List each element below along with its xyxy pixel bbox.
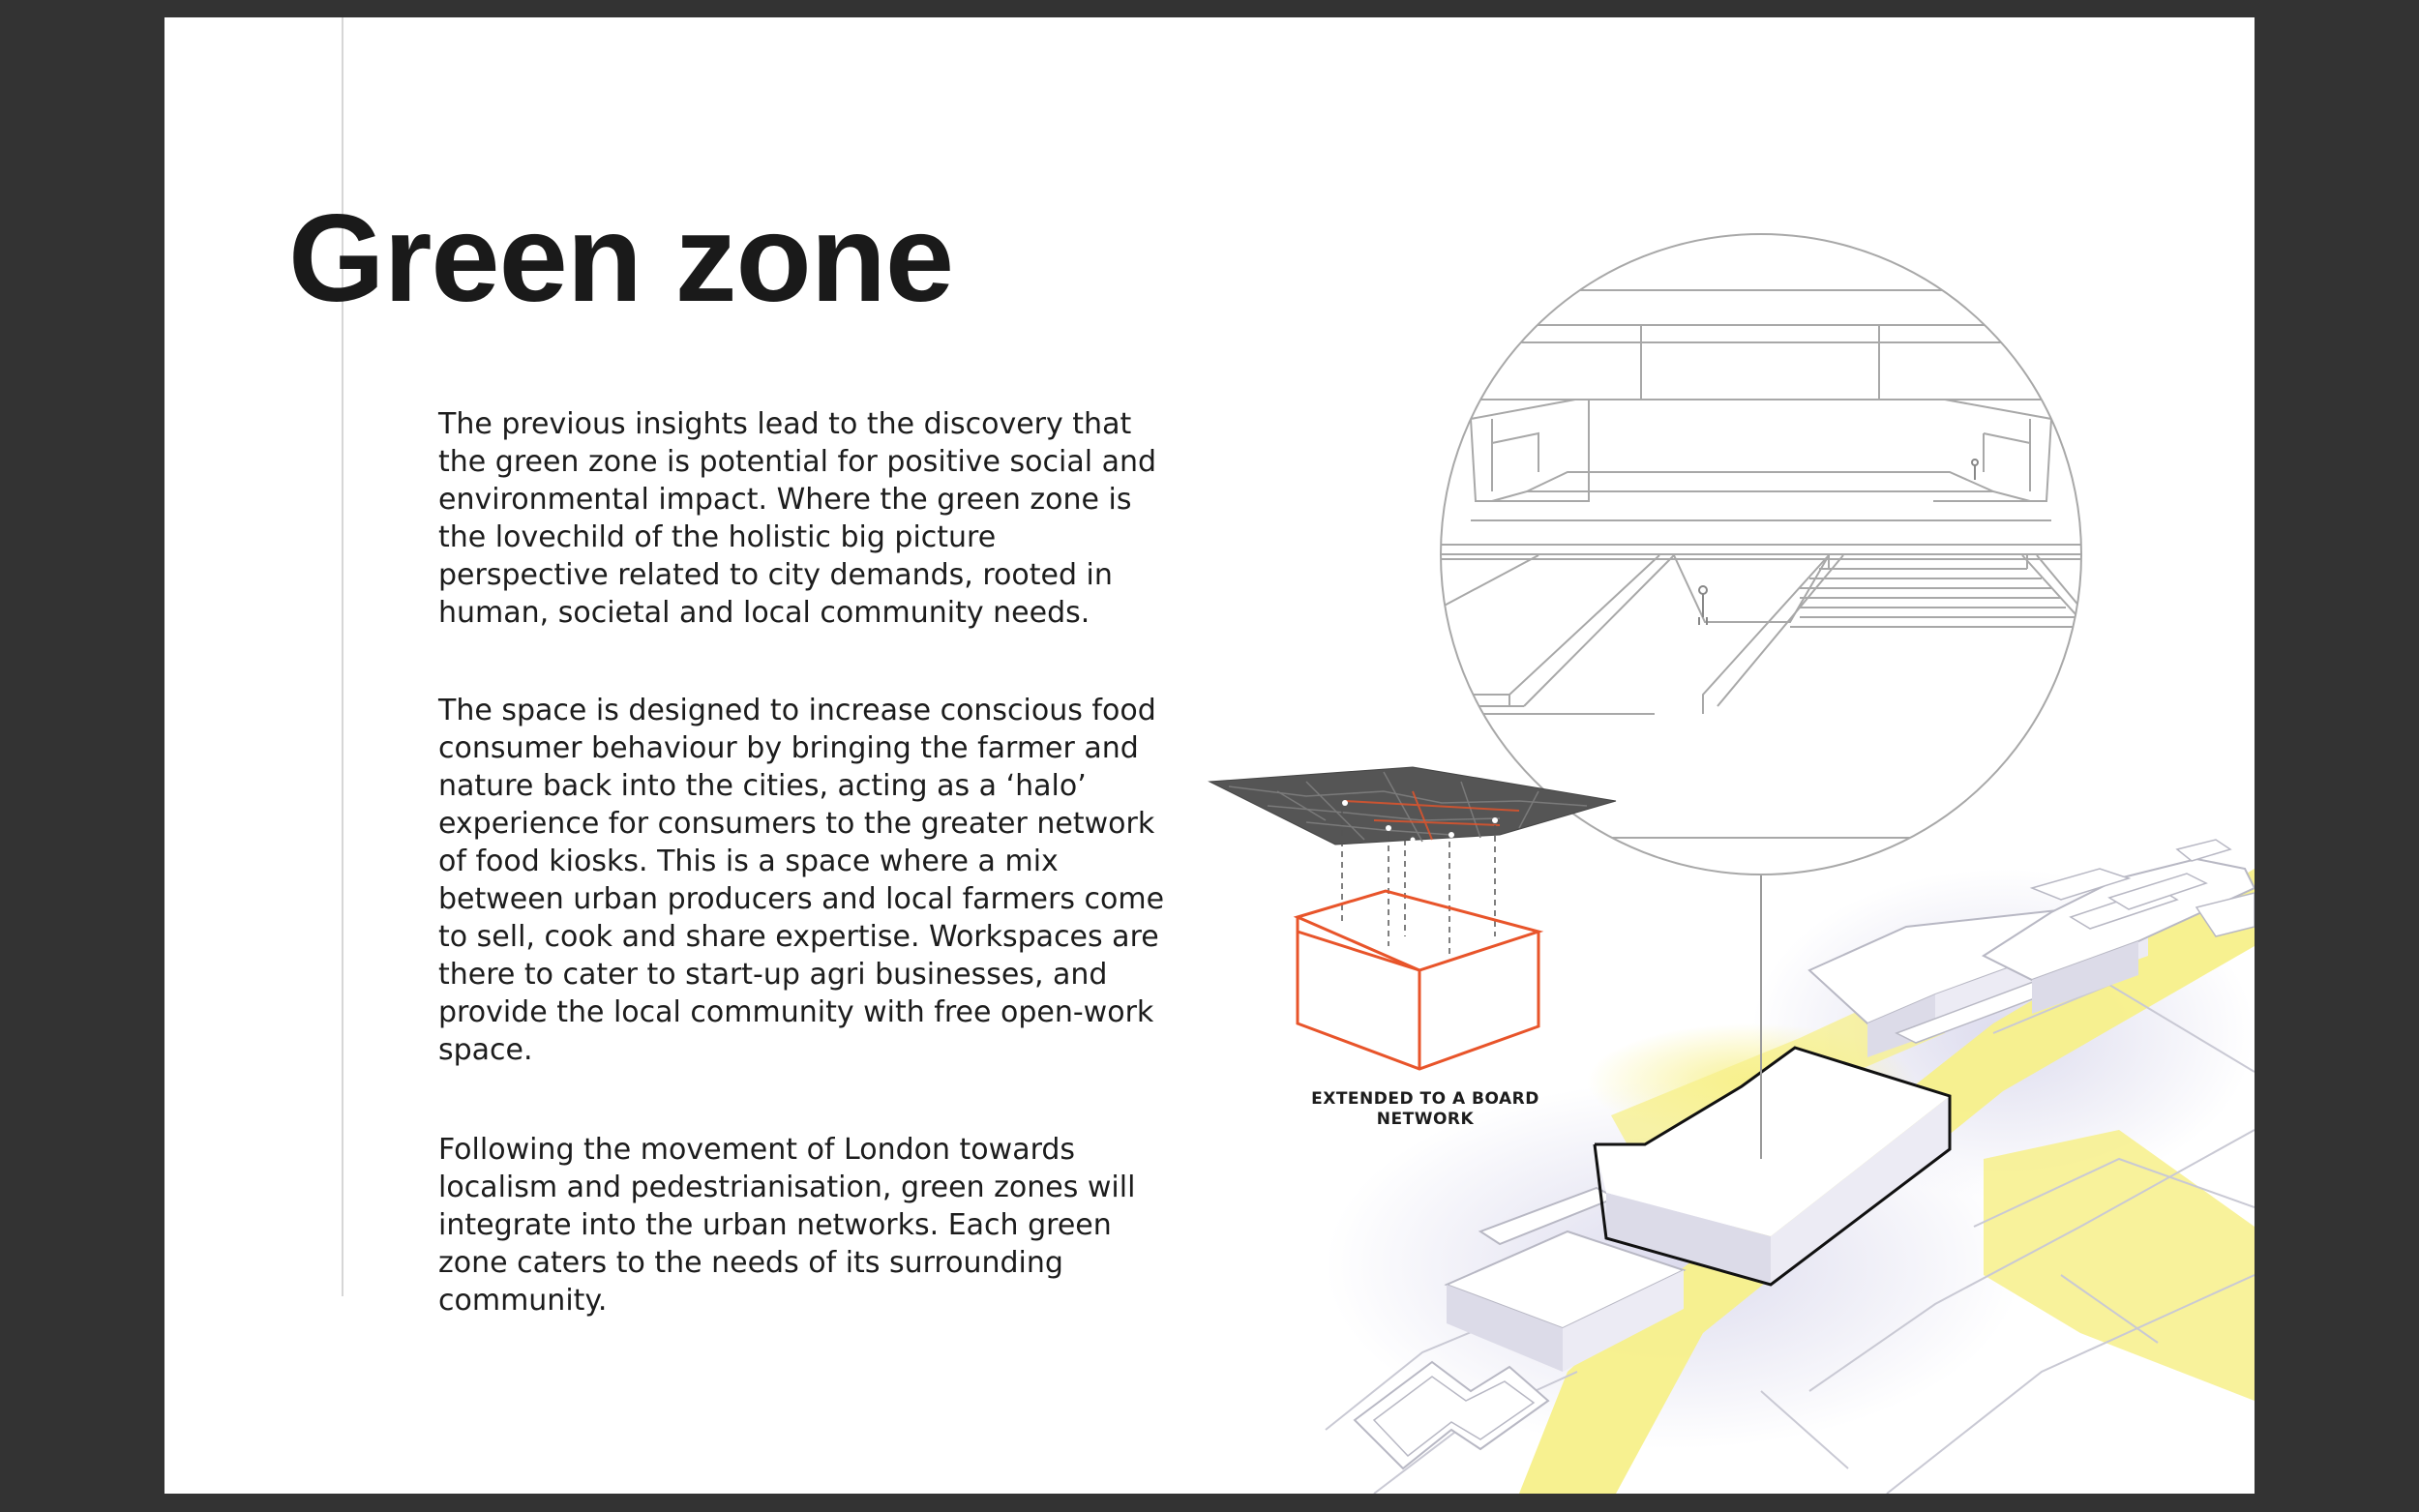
magnifier-lens bbox=[1405, 234, 2177, 875]
body-paragraph-1: The previous insights lead to the discovery that the green zone is potential for positive social and environmental impact. Where the green zone is the lovechild of the holistic big picture perspective related to city demands, rooted in human, societal and local community needs. bbox=[438, 407, 1157, 630]
city-block-axonometric bbox=[1326, 840, 2255, 1494]
orange-box-diagram bbox=[1298, 891, 1538, 1069]
green-zone-illustration bbox=[164, 17, 2255, 1494]
page-title: Green zone bbox=[288, 190, 954, 328]
body-paragraph-2: The space is designed to increase conscious food consumer behaviour by bringing the farmer and nature back into the cities, acting as a ‘halo’ experience for consumers to the greater network of food kiosks. This is a space where a mix between urban producers and local farmers come to sell, cook and share expertise. Workspaces are there to cater to start-up agri businesses, and provide the local community with free open-work space. bbox=[438, 694, 1165, 1067]
illustration-caption: EXTENDED TO A BOARD NETWORK bbox=[1311, 1089, 1539, 1129]
document-page bbox=[164, 17, 2255, 1494]
body-paragraph-3: Following the movement of London towards localism and pedestrianisation, green zones will integrate into the urban networks. Each green zone caters to the needs of its surrounding community. bbox=[438, 1133, 1136, 1318]
